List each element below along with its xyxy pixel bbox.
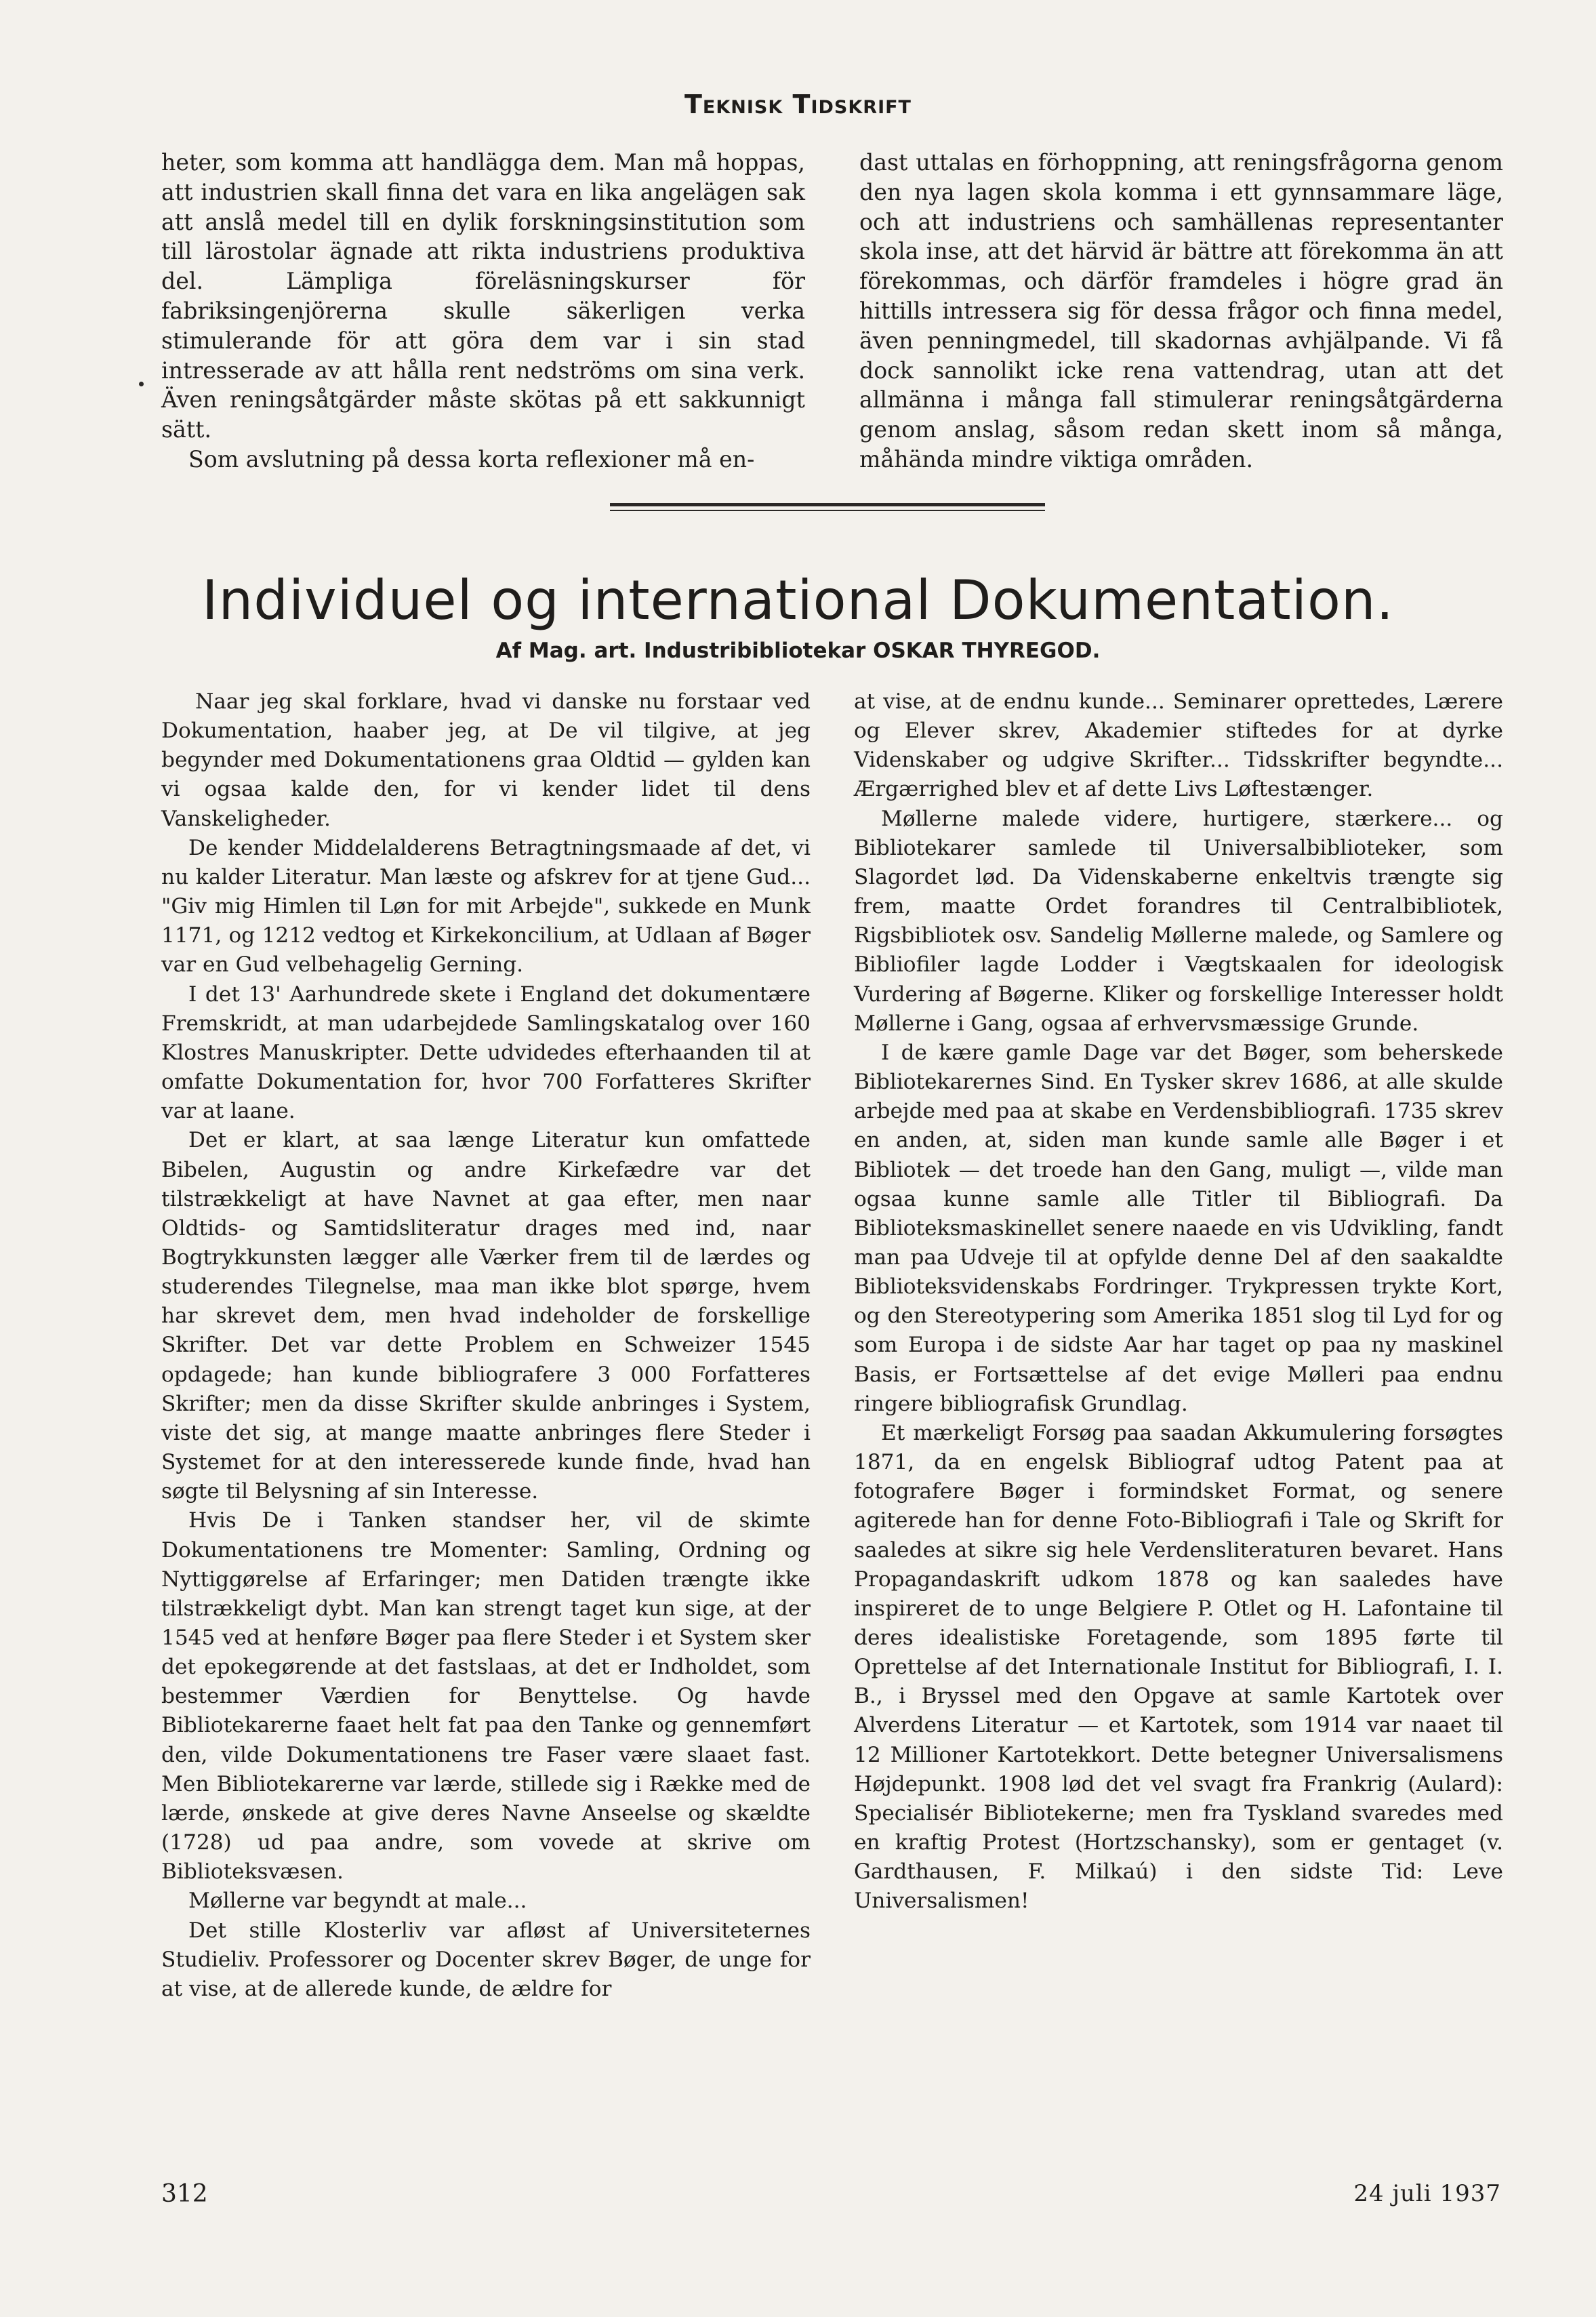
paragraph: heter, som komma att handlägga dem. Man må hoppas, att industrien skall finna det vara en lika angelägen sak att anslå medel till en dylik forskningsinstitution som till lärostolar ägnade att rikta industriens produktiva del. Lämpliga föreläsningskurser för fabriksingenjörerna skulle säkerligen verka stimulerande för att göra dem var i sin stad intresserade av att hålla rent nedströms om sina verk. Även reningsåtgärder måste skötas på ett sakkunnigt sätt. <box>161 149 805 443</box>
paragraph: Det stille Klosterliv var afløst af Universiteternes Studieliv. Professorer og Docenter skrev Bøger, de unge for at vise, at de allerede kunde, de ældre for <box>161 1918 811 2001</box>
article-left-column <box>161 687 811 2152</box>
paragraph: Møllerne malede videre, hurtigere, stærkere... og Bibliotekarer samlede til Universalbiblioteker, som Slagordet lød. Da Videnskaberne enkeltvis trængte sig frem, maatte Ordet forandres til Centralbibliotek, Rigsbibliotek osv. Sandelig Møllerne malede, og Samlere og Bibliofiler lagde Lodder i Vægtskaalen for ideologisk Vurdering af Bøgerne. Kliker og forskellige Interesser holdt Møllerne i Gang, ogsaa af erhvervsmæssige Grunde. <box>854 806 1503 1036</box>
issue-date: 24 juli 1937 <box>1353 2180 1501 2207</box>
paragraph: Naar jeg skal forklare, hvad vi danske nu forstaar ved Dokumentation, haaber jeg, at De vil tilgive, at jeg begynder med Dokumentationens graa Oldtid — gylden kan vi ogsaa kalde den, for vi kender lidet til dens Vanskeligheder. <box>161 689 811 831</box>
paragraph: dast uttalas en förhoppning, att reningsfrågorna genom den nya lagen skola komma i ett gynnsammare läge, och att industriens och samhällenas representanter skola inse, att det härvid är bättre att förekomma än att förekommas, och därför framdeles i högre grad än hittills intressera sig för dessa frågor och finna medel, även penningmedel, till skadornas avhjälpande. Vi få dock sannolikt icke rena vattendrag, utan att det allmänna i många fall stimulerar reningsåtgärderna genom anslag, såsom redan skett inom så många, måhända mindre viktiga områden. <box>859 149 1503 472</box>
previous-article <box>161 148 1503 500</box>
section-divider-thick <box>610 503 1045 506</box>
paragraph: at vise, at de endnu kunde... Seminarer oprettedes, Lærere og Elever skrev, Akademier stiftedes for at dyrke Videnskaber og udgive Skrifter... Tidsskrifter begyndte... Ærgærrighed blev et af dette Livs Løftestænger. <box>854 689 1503 802</box>
paragraph: De kender Middelalderens Betragtningsmaade af det, vi nu kalder Literatur. Man læste og afskrev for at tjene Gud... "Giv mig Himlen til Løn for mit Arbejde", sukkede en Munk 1171, og 1212 vedtog et Kirkekoncilium, at Udlaan af Bøger var en Gud velbehagelig Gerning. <box>161 835 811 978</box>
section-divider-thin <box>610 510 1045 511</box>
previous-article-left-column <box>161 148 805 500</box>
article-byline: Af Mag. art. Industribibliotekar OSKAR THYREGOD. <box>495 639 1101 663</box>
article-right-column <box>854 687 1503 2152</box>
paragraph: Hvis De i Tanken standser her, vil de skimte Dokumentationens tre Momenter: Samling, Ordning og Nyttiggørelse af Erfaringer; men Datiden trængte ikke tilstrækkeligt dybt. Man kan strengt taget kun sige, at der 1545 ved at henføre Bøger paa flere Steder i et System sker det epokegørende at det fastslaas, at det er Indholdet, som bestemmer Værdien for Benyttelse. Og havde Bibliotekarerne faaet helt fat paa den Tanke og gennemført den, vilde Dokumentationens tre Faser være slaaet fast. Men Bibliotekarerne var lærde, stillede sig i Række med de lærde, ønskede at give deres Navne Anseelse og skældte (1728) ud paa andre, som vovede at skrive om Biblioteksvæsen. <box>161 1508 811 1885</box>
page-number: 312 <box>161 2180 208 2208</box>
article-title: Individuel og international Dokumentation. <box>201 569 1395 632</box>
margin-mark <box>139 382 144 386</box>
paragraph: Det er klart, at saa længe Literatur kun omfattede Bibelen, Augustin og andre Kirkefædre var det tilstrækkeligt at have Navnet at gaa efter, men naar Oldtids- og Samtidsliteratur drages med ind, naar Bogtrykkunsten lægger alle Værker frem til de lærdes og studerendes Tilegnelse, maa man ikke blot spørge, hvem har skrevet dem, men hvad indeholder de forskellige Skrifter. Det var dette Problem en Schweizer 1545 opdagede; han kunde bibliografere 3 000 Forfatteres Skrifter; men da disse Skrifter skulde anbringes i System, viste det sig, at mange maatte anbringes flere Steder i Systemet for at den interesserede kunde finde, hvad han søgte til Belysning af sin Interesse. <box>161 1128 811 1504</box>
article-body <box>161 687 1503 2152</box>
paragraph: I de kære gamle Dage var det Bøger, som beherskede Bibliotekarernes Sind. En Tysker skrev 1686, at alle skulde arbejde med paa at skabe en Verdensbibliografi. 1735 skrev en anden, at, siden man kunde samle alle Bøger i et Bibliotek — det troede han den Gang, muligt —, vilde man ogsaa kunne samle alle Titler til Bibliografi. Da Biblioteksmaskinellet senere naaede en vis Udvikling, fandt man paa Udveje til at opfylde denne Del af den saakaldte Biblioteksvidenskabs Fordringer. Trykpressen trykte Kort, og den Stereotypering som Amerika 1851 slog til Lyd for og som Europa i de sidste Aar har taget op paa ny maskinel Basis, er Fortsættelse af det evige Mølleri paa endnu ringere bibliografisk Grundlag. <box>854 1040 1503 1416</box>
paragraph: Møllerne var begyndt at male... <box>188 1889 527 1914</box>
journal-title: Teknisk Tidskrift <box>684 89 912 119</box>
previous-article-right-column <box>859 148 1503 500</box>
paragraph: Et mærkeligt Forsøg paa saadan Akkumulering forsøgtes 1871, da en engelsk Bibliograf udtog Patent paa at fotografere Bøger i formindsket Format, og senere agiterede han for denne Foto-Bibliografi i Tale og Skrift for saaledes at sikre sig hele Verdensliteraturen bevaret. Hans Propagandaskrift udkom 1878 og kan saaledes have inspireret de to unge Belgiere P. Otlet og H. Lafontaine til deres idealistiske Foretagende, som 1895 førte til Oprettelse af det Internationale Institut for Bibliografi, I. I. B., i Bryssel med den Opgave at samle Kartotek over Alverdens Literatur — et Kartotek, som 1914 var naaet til 12 Millioner Kartotekkort. Dette betegner Universalismens Højdepunkt. 1908 lød det vel svagt fra Frankrig (Aulard): Specialisér Bibliotekerne; men fra Tyskland svaredes med en kraftig Protest (Hortzschansky), som er gentaget (v. Gardthausen, F. Milkaú) i den sidste Tid: Leve Universalismen! <box>854 1420 1503 1914</box>
paragraph: I det 13' Aarhundrede skete i England det dokumentære Fremskridt, at man udarbejdede Samlingskatalog over 160 Klostres Manuskripter. Dette udvidedes efterhaanden til at omfatte Dokumentation for, hvor 700 Forfatteres Skrifter var at laane. <box>161 982 811 1124</box>
paragraph: Som avslutning på dessa korta reflexioner må en- <box>188 445 755 472</box>
